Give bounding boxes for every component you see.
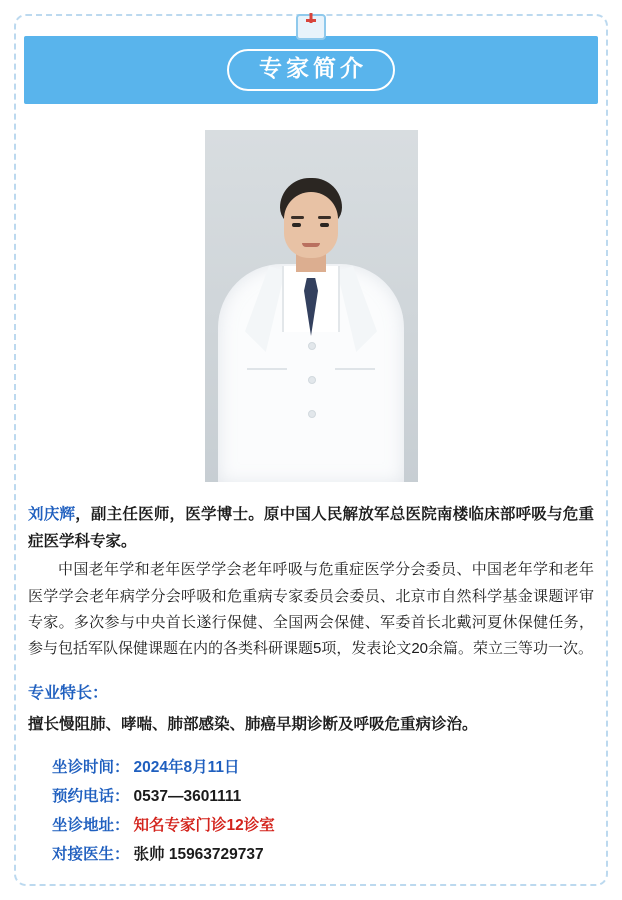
info-row-schedule [52, 754, 594, 783]
coat-pocket-right [335, 368, 375, 370]
info-value-schedule: 2024年8月11日 [133, 759, 240, 777]
clinic-info-list [28, 754, 594, 869]
header-banner [24, 36, 598, 104]
doctor-title-text: ，副主任医师，医学博士。原中国人民解放军总医院南楼临床部呼吸与危重症医学科专家。 [28, 506, 594, 550]
biography-paragraph: 中国老年学和老年医学学会老年呼吸与危重症医学分会委员、中国老年学和老年医学学会老年病学分会呼吸和危重病专家委员会委员、北京市自然科学基金课题评审专家。多次参与中央首长遂行保健、全国两会保健、军委首长北戴河夏休保健任务，参与包括军队保健课题在内的各类科研课题5项，发表论文20余篇。荣立三等功一次。 [28, 561, 594, 658]
info-row-contact [52, 841, 594, 870]
specialty-text: 擅长慢阻肺、哮喘、肺部感染、肺癌早期诊断及呼吸危重病诊治。 [28, 715, 478, 733]
coat-button-2 [308, 376, 316, 384]
info-label-contact: 对接医生： [52, 845, 130, 863]
info-label-phone: 预约电话： [52, 788, 130, 806]
mouth-shape [302, 243, 320, 247]
info-row-phone [52, 783, 594, 812]
eye-left [292, 223, 301, 227]
doctor-portrait-photo [205, 130, 418, 482]
info-label-location: 坐诊地址： [52, 816, 130, 834]
coat-button-3 [308, 410, 316, 418]
doctor-name: 刘庆辉 [28, 506, 76, 523]
eye-right [320, 223, 329, 227]
medical-kit-icon [296, 14, 326, 40]
specialty-heading: 专业特长： [28, 685, 109, 703]
info-row-location [52, 812, 594, 841]
eyebrow-right [318, 216, 331, 219]
doctor-biography-block [24, 502, 598, 869]
info-value-location: 知名专家门诊12诊室 [133, 816, 275, 834]
portrait-container [24, 130, 598, 482]
page-title: 专家简介 [227, 49, 395, 90]
info-value-contact: 张帅 15963729737 [133, 845, 264, 863]
coat-button-1 [308, 342, 316, 350]
poster-content [24, 24, 598, 876]
eyebrow-left [291, 216, 304, 219]
info-value-phone: 0537—3601111 [133, 788, 242, 806]
coat-pocket-left [247, 368, 287, 370]
info-label-schedule: 坐诊时间： [52, 759, 130, 777]
doctor-intro-line [28, 502, 594, 555]
